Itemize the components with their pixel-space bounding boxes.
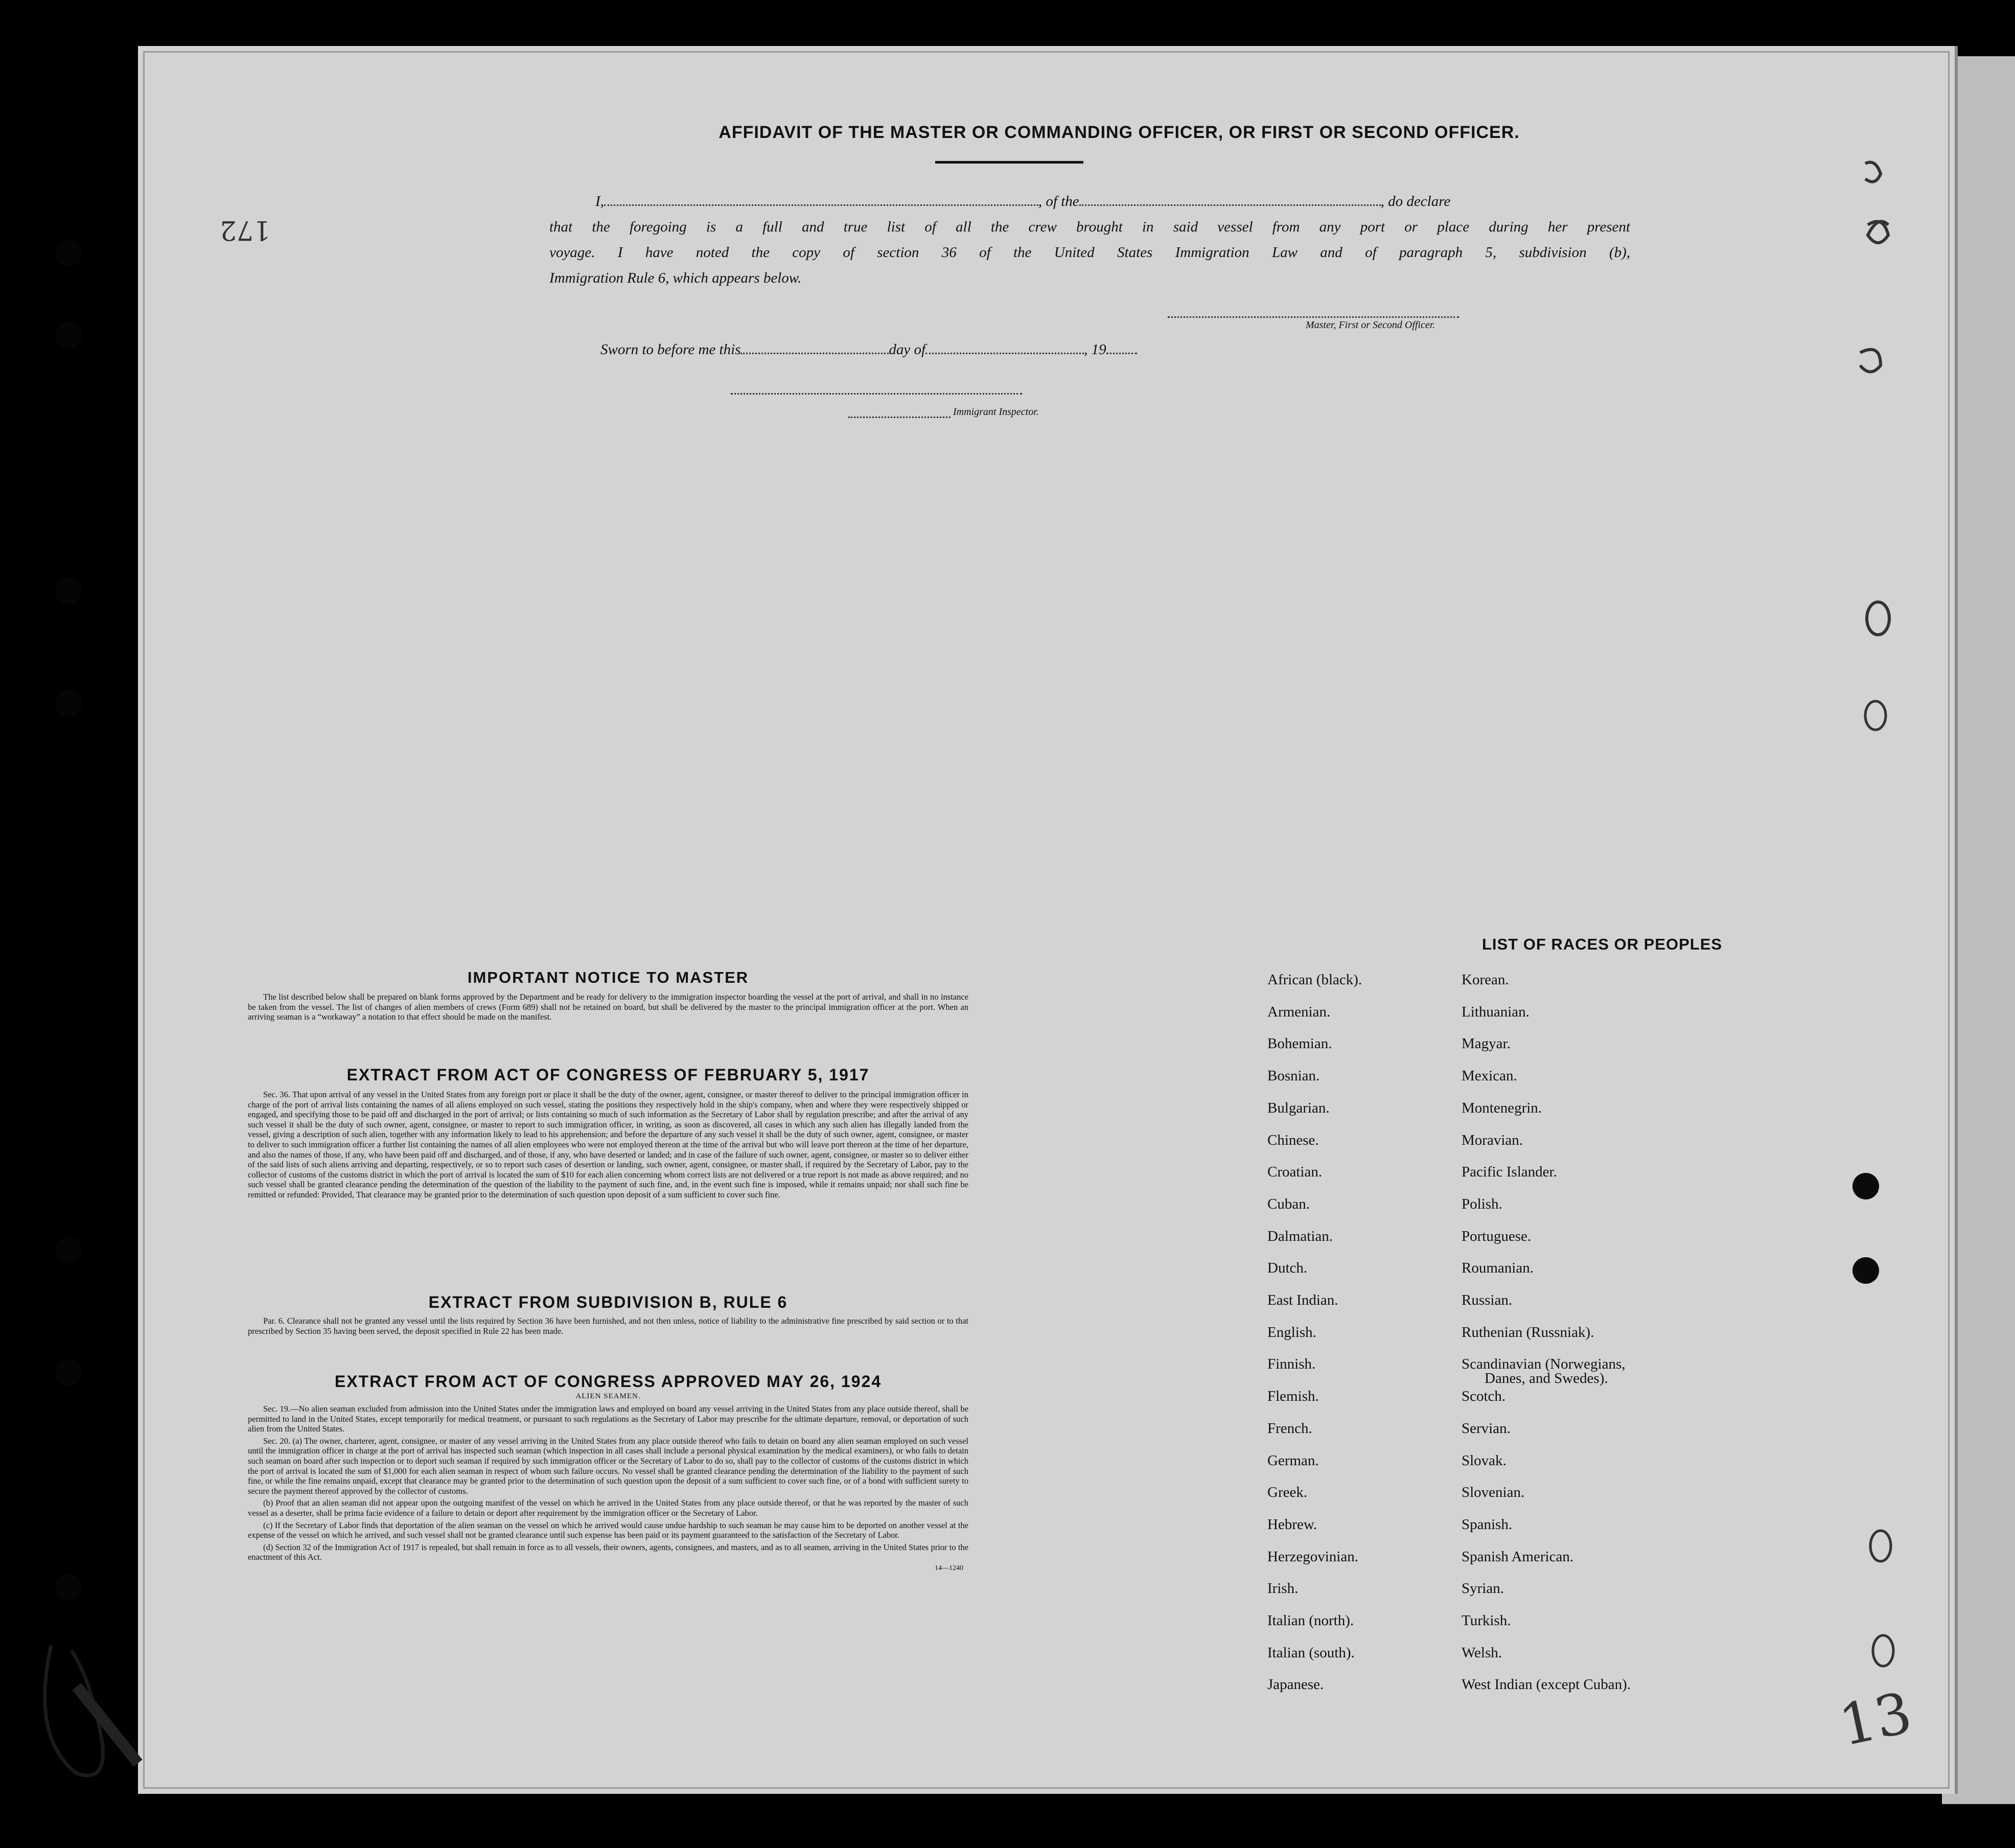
race-item: Roumanian.	[1462, 1260, 1534, 1277]
race-item: Hebrew.	[1267, 1516, 1317, 1533]
punch-hole	[55, 690, 82, 717]
race-item: Bohemian.	[1267, 1035, 1332, 1052]
race-item: Russian.	[1462, 1292, 1513, 1308]
race-item: Dutch.	[1267, 1260, 1308, 1277]
affidavit-line-4: Immigration Rule 6, which appears below.	[549, 270, 802, 286]
extract-1924-title: EXTRACT FROM ACT OF CONGRESS APPROVED MAY 26, 1924	[334, 1372, 882, 1391]
handwritten-corner-number: 13	[1834, 1679, 1917, 1759]
notice-title: IMPORTANT NOTICE TO MASTER	[467, 968, 749, 986]
pencil-margin-marks	[1845, 148, 1921, 434]
extract-1917-title: EXTRACT FROM ACT OF CONGRESS OF FEBRUARY 5, 1917	[346, 1066, 870, 1084]
race-item: German.	[1267, 1452, 1319, 1469]
form-number: 14—1240	[935, 1564, 963, 1572]
extract-1917-body	[248, 1090, 968, 1200]
affidavit-title: AFFIDAVIT OF THE MASTER OR COMMANDING OFFICER, OR FIRST OR SECOND OFFICER.	[719, 123, 1520, 142]
sec-20b-paragraph: (b) Proof that an alien seaman did not appear upon the outgoing manifest of the vessel on which he arrived in the United States from any place outside thereof, or that he was reported by the master of such vessel as a deserter, shall be prima facie evidence of a failure to detain or deport after requirement by the immigration officer or the Secretary of Labor.	[248, 1498, 968, 1518]
race-item: Scotch.	[1462, 1388, 1506, 1405]
punch-hole	[55, 1237, 82, 1263]
race-item: Chinese.	[1267, 1131, 1319, 1148]
races-title: LIST OF RACES OR PEOPLES	[1481, 935, 1723, 953]
extract-1924-subtitle: ALIEN SEAMEN.	[575, 1392, 641, 1400]
race-item: French.	[1267, 1420, 1312, 1437]
race-item: Dalmatian.	[1267, 1228, 1333, 1244]
race-item: Turkish.	[1462, 1612, 1511, 1629]
inspector-caption: Immigrant Inspector.	[953, 406, 1039, 418]
sec-20d-paragraph: (d) Section 32 of the Immigration Act of 1917 is repealed, but shall remain in force as to all vessels, their owners, agents, consignees, and masters, and as to all seamen, arriving in the United States prior to the enactment of this Act.	[248, 1542, 968, 1562]
race-item: Herzegovinian.	[1267, 1548, 1358, 1565]
race-item: Magyar.	[1462, 1035, 1511, 1052]
punch-hole	[55, 1359, 82, 1386]
race-item: Polish.	[1462, 1195, 1502, 1212]
race-item: English.	[1267, 1324, 1316, 1341]
name-blank[interactable]	[604, 192, 1038, 206]
race-item: Slovenian.	[1462, 1484, 1525, 1501]
sworn-year-blank[interactable]	[1106, 340, 1137, 354]
subdivision-body	[248, 1316, 968, 1336]
affidavit-line-1	[595, 189, 1450, 214]
extract-1917-section	[248, 1066, 968, 1202]
master-signature-line[interactable]	[1168, 304, 1459, 318]
affidavit-line-2: that the foregoing is a full and true list of all the crew brought in said vessel from any port or place during her present	[549, 219, 1630, 235]
punch-hole	[1852, 1173, 1879, 1199]
year-prefix-label: , 19	[1084, 341, 1106, 358]
race-item: Croatian.	[1267, 1164, 1323, 1181]
punch-hole	[55, 240, 82, 267]
race-item: West Indian (except Cuban).	[1462, 1676, 1631, 1693]
handwritten-page-number: 172	[220, 215, 271, 245]
extract-1924-section	[248, 1372, 968, 1573]
extract-1924-body	[248, 1404, 968, 1562]
sec-20a-paragraph: Sec. 20. (a) The owner, charterer, agent, consignee, or master of any vessel arriving in the United States from any place outside thereof who fails to detain on board any alien seaman employed on such vessel until the immigration officer in charge at the port of arrival has inspected such seaman (which inspection in all cases shall include a personal physical examination by the medical examiners), or who fails to detain such seaman on board after such inspection or to deport such seaman if required by such immigration officer or the Secretary of Labor to do so, shall pay to the collector of customs of the customs district in which the port of arrival is located the sum of $1,000 for each alien seaman in respect of whom such failure occurs. No vessel shall be granted clearance pending the determination of the liability to the payment of such fine, or while the fine remains unpaid, except that clearance may be granted prior to the determination of such question upon the deposit of a sum sufficient to cover such fine, or of a bond with sufficient surety to secure the payment thereof approved by the collector of customs.	[248, 1436, 968, 1496]
sec-20c-paragraph: (c) If the Secretary of Labor finds that deportation of the alien seaman on the vessel on which he arrived would cause undue hardship to such seaman he may cause him to be deported on another vessel at the expense of the vessel on which he arrived, and such vessel shall not be granted clearance until such expense has been paid or its payment guaranteed to the satisfaction of the Secretary of Labor.	[248, 1520, 968, 1540]
race-item: Italian (north).	[1267, 1612, 1354, 1629]
race-item: Pacific Islander.	[1462, 1164, 1557, 1181]
subdivision-section	[248, 1293, 968, 1338]
title-rule	[935, 161, 1083, 164]
race-item: Syrian.	[1462, 1580, 1504, 1597]
race-item: Greek.	[1267, 1484, 1308, 1501]
handwritten-corner-mark	[31, 1625, 164, 1789]
race-item: Flemish.	[1267, 1388, 1319, 1405]
extract-1917-text: Sec. 36. That upon arrival of any vessel in the United States from any foreign port or place it shall be the duty of the owner, agent, consignee, or master thereof to deliver to the principal immigration officer in charge of the port of arrival lists containing the names of all aliens employed on such vessel, stating the positions they respectively hold in the ship's company, when and where they were respectively shipped or engaged, and specifying those to be paid off and discharged in the port of arrival; or lists containing so much of such information as the Secretary of Labor shall by regulation prescribe; and after the arrival of any such vessel it shall be the duty of such owner, agent, consignee, or master to report to such immigration officer, in writing, as soon as discovered, all cases in which any such alien has illegally landed from the vessel, giving a description of such alien, together with any information likely to lead to his apprehension; and before the departure of any such vessel it shall be the duty of such owner, agent, consignee, or master to deliver to such immigration officer a further list containing the names of all alien employees who were not employed thereon at the time of the arrival but who will leave port thereon at the time of her departure, and also the names of those, if any, who have been paid off and discharged, and of those, if any, who have deserted or landed; and in case of the failure of such owner, agent, consignee, or master so to deliver either of the said lists of such aliens arriving and departing, respectively, or so to report such cases of desertion or landing, such owner, agent, consignee, or master shall, if required by the Secretary of Labor, pay to the collector of customs of the customs district in which the port of arrival is located the sum of $10 for each alien concerning whom correct lists are not delivered or a true report is not made as above required; and no such vessel shall be granted clearance pending the determination of the question of the liability to the payment of such fine, and, in the event such fine is imposed, while it remains unpaid; nor shall such fine be remitted or refunded: Provided, That clearance may be granted prior to the determination of such question upon deposit of a sum sufficient to cover such fine.	[248, 1090, 968, 1199]
race-item: Italian (south).	[1267, 1644, 1355, 1661]
race-item: Korean.	[1462, 972, 1509, 988]
race-item: Moravian.	[1462, 1131, 1523, 1148]
race-item: Welsh.	[1462, 1644, 1502, 1661]
race-item: Cuban.	[1267, 1195, 1310, 1212]
race-item: Bulgarian.	[1267, 1099, 1330, 1116]
punch-hole	[1852, 1257, 1879, 1284]
race-item: Portuguese.	[1462, 1228, 1532, 1244]
vessel-blank[interactable]	[1079, 192, 1381, 206]
inspector-signature-line[interactable]	[731, 381, 1022, 395]
race-item: Montenegrin.	[1462, 1099, 1542, 1116]
subdivision-text: Par. 6. Clearance shall not be granted any vessel until the lists required by Section 36 have been furnished, and not then unless, notice of liability to the administrative fine prescribed by said section or to that prescribed by Section 35 having been served, the deposit specified in Rule 22 has been made.	[248, 1316, 968, 1336]
punch-hole	[55, 578, 82, 604]
race-item: Scandinavian (Norwegians,	[1462, 1356, 1626, 1373]
punch-hole	[55, 1574, 82, 1601]
master-caption: Master, First or Second Officer.	[1306, 319, 1435, 331]
race-item: East Indian.	[1267, 1292, 1338, 1308]
race-item: Japanese.	[1267, 1676, 1324, 1693]
race-item: Bosnian.	[1267, 1068, 1320, 1084]
race-item: Spanish.	[1462, 1516, 1513, 1533]
race-item: African (black).	[1267, 972, 1362, 988]
notice-section	[248, 968, 968, 1024]
notice-text: The list described below shall be prepared on blank forms approved by the Department and be ready for delivery to the immigration inspector boarding the vessel at the port of arrival, and shall in no instance be taken from the vessel. The list of changes of alien members of crews (Form 689) shall not be retained on board, but shall be delivered by the master to the principal immigration officer at the port. When an arriving seaman is a “workaway” a notation to that effect should be made on the manifest.	[248, 992, 968, 1022]
affidavit-of-label: , of the	[1038, 193, 1079, 210]
race-item: Irish.	[1267, 1580, 1299, 1597]
pencil-zero-marks	[1855, 588, 1901, 761]
sworn-label: Sworn to before me this	[600, 341, 741, 358]
sworn-line	[600, 337, 1137, 362]
race-item: Ruthenian (Russniak).	[1462, 1324, 1594, 1341]
subdivision-title: EXTRACT FROM SUBDIVISION B, RULE 6	[428, 1293, 788, 1311]
day-of-label: day of	[889, 341, 926, 358]
race-item: Lithuanian.	[1462, 1003, 1530, 1020]
inspector-short-line	[848, 406, 951, 418]
race-item-continuation: Danes, and Swedes).	[1485, 1370, 1608, 1387]
race-item: Servian.	[1462, 1420, 1511, 1437]
notice-body	[248, 992, 968, 1022]
race-item: Spanish American.	[1462, 1548, 1574, 1565]
affidavit-line-3: voyage. I have noted the copy of section 36 of the United States Immigration Law and of paragraph 5, subdivision (b),	[549, 244, 1630, 261]
pencil-bottom-marks	[1860, 1518, 1906, 1692]
race-item: Mexican.	[1462, 1068, 1517, 1084]
sec-19-paragraph: Sec. 19.—No alien seaman excluded from admission into the United States under the immigration laws and employed on board any vessel arriving in the United States from any place outside thereof, shall be permitted to land in the United States, except temporarily for medical treatment, or pursuant to such regulations as the Secretary of Labor may prescribe for the ultimate departure, removal, or deportation of such alien from the United States.	[248, 1404, 968, 1434]
sworn-day-blank[interactable]	[740, 340, 889, 354]
affidavit-i-label: I,	[595, 193, 604, 210]
affidavit-declare-label: , do declare	[1380, 193, 1451, 210]
race-item: Slovak.	[1462, 1452, 1507, 1469]
sworn-month-blank[interactable]	[925, 340, 1084, 354]
race-item: Armenian.	[1267, 1003, 1331, 1020]
manifest-page	[138, 46, 1958, 1794]
punch-hole	[55, 322, 82, 349]
race-item: Finnish.	[1267, 1356, 1316, 1373]
